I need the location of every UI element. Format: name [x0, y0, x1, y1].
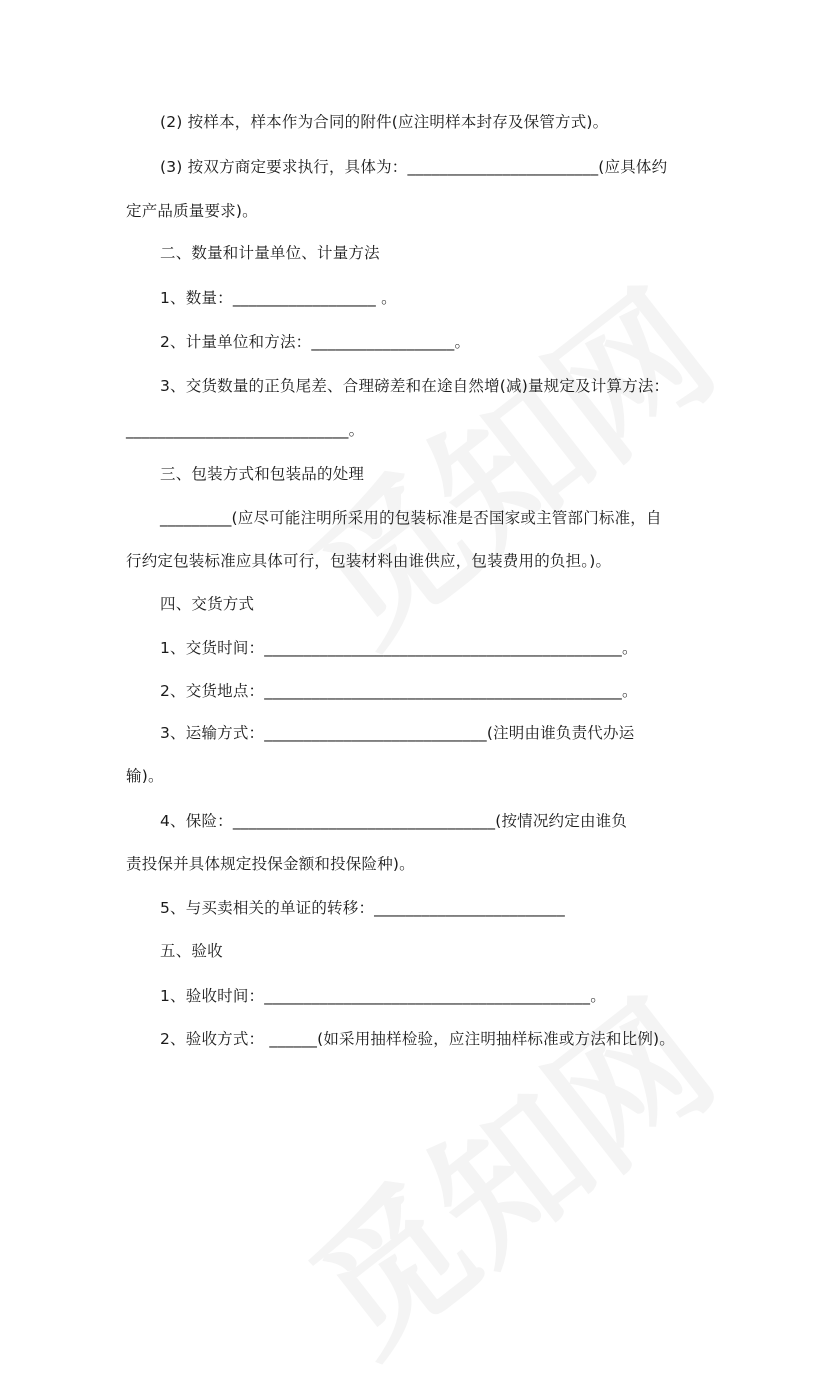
- line-quality-agreed: (3) 按双方商定要求执行，具体为：________________________(应具体约: [160, 158, 668, 176]
- section-heading-acceptance: 五、验收: [160, 942, 223, 960]
- watermark-bottom: [261, 944, 749, 1391]
- line-documents: 5、与买卖相关的单证的转移：________________________: [160, 899, 565, 917]
- line-unit-method: 2、计量单位和方法：__________________。: [160, 333, 471, 351]
- line-quality-agreed-cont: 定产品质量要求)。: [126, 202, 258, 220]
- line-acceptance-method: 2、验收方式： ______(如采用抽样检验，应注明抽样标准或方法和比例)。: [160, 1030, 675, 1048]
- line-delivery-time: 1、交货时间：_____________________________________________。: [160, 639, 638, 657]
- section-heading-delivery: 四、交货方式: [160, 595, 255, 613]
- line-packaging-cont: 行约定包装标准应具体可行，包装材料由谁供应，包装费用的负担。)。: [126, 552, 612, 570]
- line-acceptance-time: 1、验收时间：_________________________________________。: [160, 987, 606, 1005]
- line-insurance: 4、保险：_________________________________(按情况约定由谁负: [160, 812, 628, 830]
- line-transport-cont: 输)。: [126, 767, 164, 785]
- line-tolerance: 3、交货数量的正负尾差、合理磅差和在途自然增(减)量规定及计算方法：: [160, 377, 670, 395]
- line-quantity: 1、数量：__________________ 。: [160, 289, 397, 307]
- line-tolerance-blank: ____________________________。: [126, 421, 365, 439]
- section-heading-packaging: 三、包装方式和包装品的处理: [160, 465, 365, 483]
- line-delivery-place: 2、交货地点：_____________________________________________。: [160, 682, 638, 700]
- line-transport: 3、运输方式：____________________________(注明由谁负责代办运: [160, 724, 635, 742]
- line-packaging: _________(应尽可能注明所采用的包装标准是否国家或主管部门标准，自: [160, 509, 662, 527]
- line-quality-sample: (2) 按样本，样本作为合同的附件(应注明样本封存及保管方式)。: [160, 113, 609, 131]
- section-heading-quantity: 二、数量和计量单位、计量方法: [160, 244, 380, 262]
- line-insurance-cont: 责投保并具体规定投保金额和投保险种)。: [126, 855, 415, 873]
